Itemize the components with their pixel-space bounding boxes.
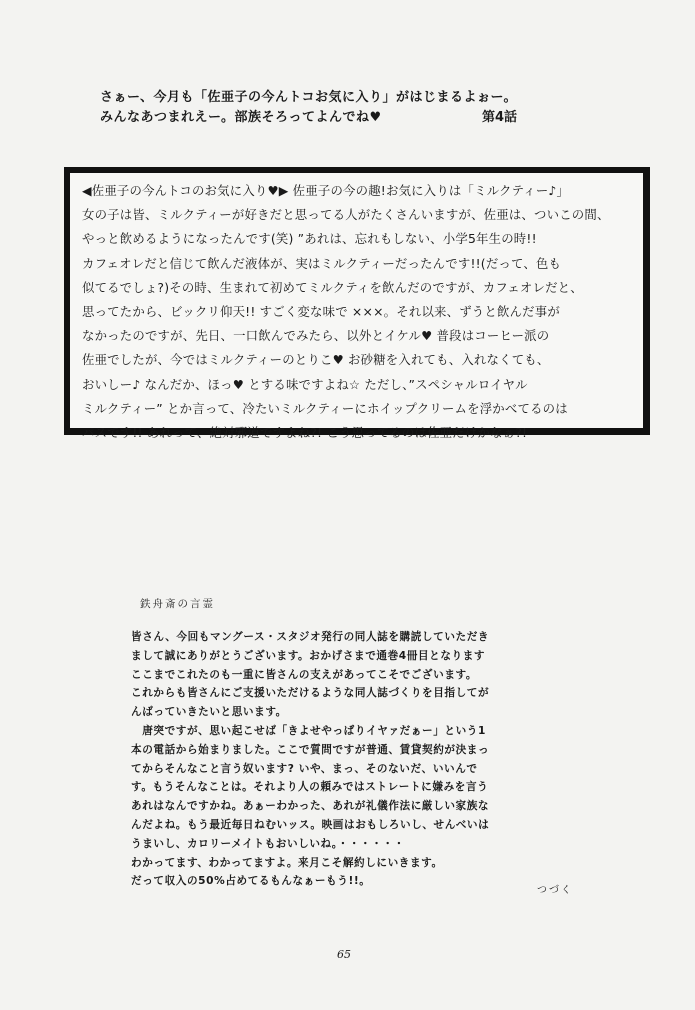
essay-title: 鉄舟斎の言霊: [140, 598, 215, 610]
column-line: なかったのですが、先日、一口飲んでみたら、以外とイケル♥ 普段はコーヒー派の: [82, 328, 550, 344]
essay-line: あれはなんですかね。あぁーわかった、あれが礼儀作法に厳しい家族な: [131, 800, 490, 813]
continued-label: つづく: [537, 885, 573, 896]
essay-line: んだよね。もう最近毎日ねむいッス。映画はおもしろいし、せんべいは: [131, 818, 490, 831]
essay-line: 唐突ですが、思い起こせば「きよせやっぱりイヤァだぁー」という1: [131, 724, 486, 737]
essay-line: わかってます、わかってますよ。来月こそ解約しにいきます。: [131, 856, 443, 869]
essay-line: うまいし、カロリーメイトもおいしいね。・・・・・・: [131, 837, 405, 850]
essay-line: んばっていきたいと思います。: [131, 706, 287, 719]
column-line: おいしー♪ なんだか、ほっ♥ とする味ですよね☆ ただし、”スペシャルロイヤル: [82, 376, 528, 392]
favorites-column-box: [64, 167, 650, 441]
column-line: カフェオレだと信じて飲んだ液体が、実はミルクティーだったんです!!(だって、色も: [82, 255, 562, 271]
essay-line: ここまでこれたのも一重に皆さんの支えがあってこそでございます。: [131, 668, 478, 681]
essay-line: これからも皆さんにご支援いただけるような同人誌づくりを目指してが: [131, 687, 490, 700]
intro-line-2: みんなあつまれえー。部族そろってよんでね♥: [100, 110, 382, 125]
page-number: 65: [337, 948, 351, 961]
episode-number: 第4話: [482, 110, 518, 125]
essay-line: 皆さん、今回もマングース・スタジオ発行の同人誌を購読していただき: [131, 631, 490, 643]
essay-line: まして誠にありがとうございます。おかげさまで通巻4冊目となります: [131, 649, 486, 662]
column-line: 似てるでしょ?)その時、生まれて初めてミルクティを飲んだのですが、カフェオレだと、: [82, 279, 583, 295]
intro-line-1: さぁー、今月も「佐亜子の今んトコお気に入り」がはじまるよぉー。: [100, 90, 517, 105]
essay-line: だって収入の50%占めてるもんなぁーもう!!。: [131, 875, 371, 888]
essay-line: てからそんなこと言う奴います? いや、まっ、そのないだ、いいんで: [131, 762, 478, 775]
essay-line: す。もうそんなことは。それより人の頼みではストレートに嫌みを言う: [131, 781, 489, 794]
column-line: 佐亜でしたが、今ではミルクティーのとりこ♥ お砂糖を入れても、入れなくても、: [82, 352, 550, 368]
column-line: 女の子は皆、ミルクティーが好きだと思ってる人がたくさんいますが、佐亜は、ついこの間、: [82, 207, 610, 223]
column-line: ◀佐亜子の今んトコのお気に入り♥▶ 佐亜子の今の趣!お気に入りは「ミルクティー♪」: [82, 183, 570, 198]
column-line: パスです!! あれって、絶対邪道ですよね?! こう思ってるのは佐亜だけかなぁ?!: [82, 425, 528, 441]
column-line: ミルクティー” とか言って、冷たいミルクティーにホイップクリームを浮かべてるのは: [82, 400, 568, 416]
column-line: やっと飲めるようになったんです(笑) ”あれは、忘れもしない、小学5年生の時!!: [82, 231, 537, 247]
essay-line: 本の電話から始まりました。ここで質問ですが普通、賃貸契約が決まっ: [131, 743, 490, 756]
essay-body: [131, 628, 571, 891]
column-line: 思ってたから、ビックリ仰天!! すごく変な味で ×××。それ以来、ずうと飲んだ事が: [82, 304, 560, 320]
